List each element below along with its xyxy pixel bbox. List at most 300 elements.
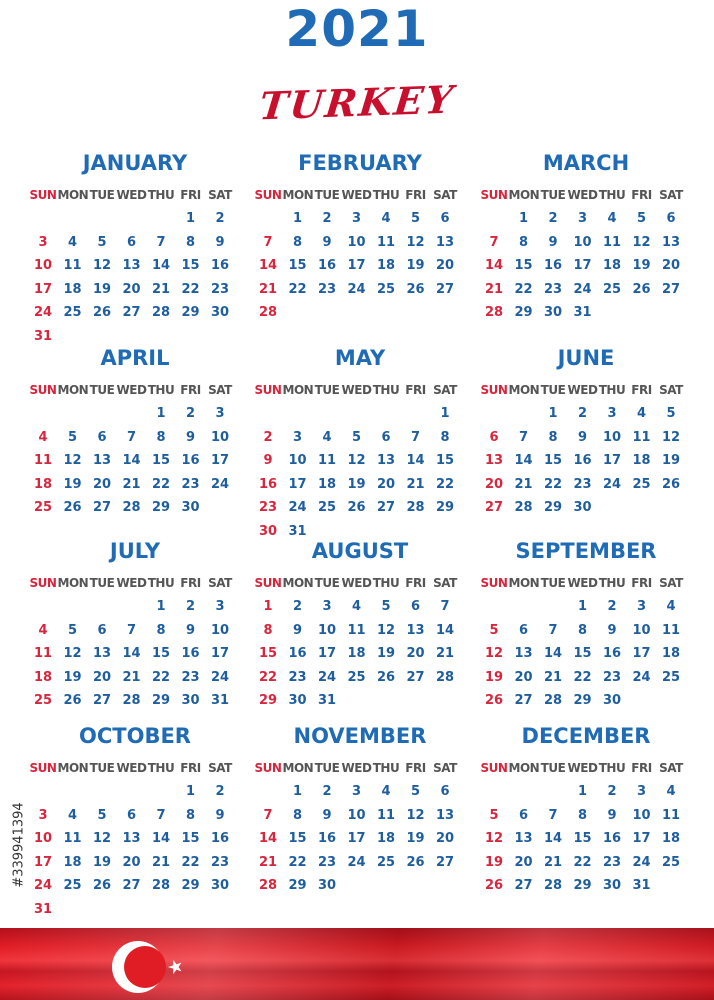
day-cell: 13 <box>514 646 533 661</box>
day-cell: 26 <box>63 693 82 708</box>
day-cell: 3 <box>215 406 225 421</box>
weekday-header-mon: MON <box>57 761 89 775</box>
month-october <box>28 723 242 917</box>
day-cell: 9 <box>292 622 303 638</box>
day-cell: 7 <box>518 429 529 445</box>
weekday-header-tue: TUE <box>314 761 340 775</box>
day-cell: 13 <box>514 831 533 846</box>
day-cell: 12 <box>63 453 82 468</box>
month-september <box>479 538 693 728</box>
day-cell: 24 <box>347 854 366 870</box>
weekday-header-fri: FRI <box>631 383 652 397</box>
day-cell: 29 <box>573 878 592 893</box>
day-cell: 13 <box>92 646 112 661</box>
weekday-header-sat: SAT <box>208 383 232 397</box>
day-cell: 7 <box>410 429 421 445</box>
day-cell: 2 <box>577 406 588 421</box>
day-cell: 28 <box>543 878 563 893</box>
day-cell: 21 <box>151 854 171 870</box>
day-cell: 29 <box>181 305 200 320</box>
weekday-header-wed: WED <box>341 761 372 775</box>
day-cell: 10 <box>33 831 53 846</box>
day-cell: 23 <box>602 854 622 870</box>
day-cell: 28 <box>435 669 455 685</box>
day-cell: 3 <box>636 599 647 614</box>
day-cell: 4 <box>381 211 391 226</box>
weekday-header-mon: MON <box>508 188 540 202</box>
day-cell: 1 <box>156 599 166 614</box>
day-cell: 19 <box>376 646 396 661</box>
day-cell: 15 <box>514 258 533 273</box>
day-cell: 14 <box>258 258 278 273</box>
day-cell: 21 <box>484 281 504 297</box>
day-cell: 22 <box>573 854 592 870</box>
weekday-header-fri: FRI <box>180 383 201 397</box>
day-cell: 30 <box>602 878 622 893</box>
day-cell: 10 <box>210 622 230 638</box>
weekday-header-wed: WED <box>567 188 598 202</box>
weekday-header-tue: TUE <box>314 188 340 202</box>
day-cell: 30 <box>258 523 278 539</box>
weekday-header-sat: SAT <box>659 761 683 775</box>
day-cell: 27 <box>514 693 533 708</box>
day-cell: 21 <box>258 281 278 297</box>
day-cell: 11 <box>661 622 681 638</box>
month-name: JULY <box>109 539 161 563</box>
day-cell: 4 <box>666 599 676 614</box>
day-cell: 23 <box>288 669 307 685</box>
day-cell: 8 <box>292 234 303 250</box>
weekday-header-sat: SAT <box>208 576 232 590</box>
day-cell: 2 <box>185 599 196 614</box>
day-cell: 15 <box>258 646 278 661</box>
day-cell: 16 <box>288 646 307 661</box>
day-cell: 8 <box>548 429 558 445</box>
day-cell: 16 <box>602 831 622 846</box>
weekday-header-tue: TUE <box>540 576 566 590</box>
weekday-header-fri: FRI <box>180 761 201 775</box>
day-cell: 14 <box>435 622 455 638</box>
weekday-header-tue: TUE <box>540 761 566 775</box>
day-cell: 11 <box>347 622 366 638</box>
month-name: JUNE <box>557 346 615 370</box>
day-cell: 22 <box>181 281 200 297</box>
day-cell: 6 <box>489 429 499 445</box>
month-name: MARCH <box>542 151 630 175</box>
day-cell: 31 <box>33 328 53 344</box>
day-cell: 19 <box>406 831 425 846</box>
day-cell: 9 <box>263 453 273 468</box>
day-cell: 2 <box>215 784 225 799</box>
day-cell: 4 <box>38 622 48 638</box>
weekday-header-tue: TUE <box>314 383 340 397</box>
day-cell: 25 <box>33 500 53 515</box>
day-cell: 31 <box>210 693 230 708</box>
day-cell: 19 <box>63 669 82 685</box>
day-cell: 26 <box>632 281 651 297</box>
day-cell: 22 <box>543 476 563 492</box>
weekday-header-sun: SUN <box>29 383 57 397</box>
day-cell: 8 <box>577 622 588 638</box>
day-cell: 23 <box>210 854 230 870</box>
day-cell: 12 <box>92 831 112 846</box>
day-cell: 4 <box>351 599 362 614</box>
day-cell: 26 <box>484 693 504 708</box>
day-cell: 11 <box>63 258 82 273</box>
day-cell: 6 <box>410 599 421 614</box>
day-cell: 30 <box>543 305 563 320</box>
stock-id-label <box>8 760 30 930</box>
day-cell: 3 <box>215 599 225 614</box>
day-cell: 4 <box>636 406 647 421</box>
day-cell: 30 <box>210 878 230 893</box>
day-cell: 15 <box>151 646 171 661</box>
day-cell: 17 <box>288 476 307 492</box>
day-cell: 19 <box>92 281 112 297</box>
day-cell: 11 <box>376 807 396 823</box>
day-cell: 17 <box>210 453 230 468</box>
day-cell: 30 <box>288 693 307 708</box>
day-cell: 14 <box>514 453 533 468</box>
day-cell: 14 <box>543 646 563 661</box>
day-cell: 28 <box>151 878 171 893</box>
month-name: AUGUST <box>311 539 409 563</box>
day-cell: 16 <box>573 453 592 468</box>
day-cell: 23 <box>602 669 622 685</box>
day-cell: 9 <box>215 807 225 823</box>
weekday-header-sat: SAT <box>433 576 457 590</box>
day-cell: 14 <box>484 258 504 273</box>
day-cell: 11 <box>376 234 396 250</box>
day-cell: 14 <box>122 453 141 468</box>
day-cell: 13 <box>484 453 504 468</box>
day-cell: 14 <box>543 831 563 846</box>
day-cell: 3 <box>351 784 362 799</box>
day-cell: 8 <box>263 622 273 638</box>
weekday-header-wed: WED <box>116 761 147 775</box>
weekday-header-sat: SAT <box>659 383 683 397</box>
day-cell: 27 <box>435 281 455 297</box>
day-cell: 6 <box>440 211 450 226</box>
day-cell: 2 <box>185 406 196 421</box>
day-cell: 31 <box>573 305 592 320</box>
day-cell: 20 <box>122 854 141 870</box>
day-cell: 19 <box>632 258 651 273</box>
month-january <box>28 150 242 344</box>
day-cell: 10 <box>288 453 307 468</box>
day-cell: 17 <box>347 831 366 846</box>
day-cell: 24 <box>288 500 307 515</box>
weekday-header-sun: SUN <box>254 761 282 775</box>
day-cell: 5 <box>67 429 78 445</box>
day-cell: 2 <box>607 599 617 614</box>
weekday-header-tue: TUE <box>540 383 566 397</box>
day-cell: 2 <box>215 211 225 226</box>
day-cell: 9 <box>185 429 196 445</box>
day-cell: 15 <box>181 258 200 273</box>
day-cell: 10 <box>602 429 622 445</box>
weekday-header-fri: FRI <box>405 576 426 590</box>
stock-id-text: #339941394 <box>11 802 27 888</box>
day-cell: 23 <box>573 476 592 492</box>
weekday-header-wed: WED <box>341 383 372 397</box>
weekday-header-sun: SUN <box>29 188 57 202</box>
month-may <box>253 345 467 539</box>
day-cell: 27 <box>122 878 141 893</box>
day-cell: 6 <box>381 429 391 445</box>
day-cell: 21 <box>122 476 141 492</box>
day-cell: 11 <box>602 234 622 250</box>
day-cell: 28 <box>406 500 425 515</box>
month-november <box>253 723 467 913</box>
day-cell: 3 <box>292 429 303 445</box>
day-cell: 22 <box>151 669 171 685</box>
day-cell: 10 <box>317 622 337 638</box>
day-cell: 13 <box>92 453 112 468</box>
day-cell: 5 <box>67 622 78 638</box>
weekday-header-tue: TUE <box>314 576 340 590</box>
weekday-header-mon: MON <box>282 576 314 590</box>
weekday-header-wed: WED <box>341 576 372 590</box>
day-cell: 15 <box>435 453 455 468</box>
weekday-header-fri: FRI <box>405 188 426 202</box>
day-cell: 16 <box>543 258 563 273</box>
day-cell: 29 <box>573 693 592 708</box>
day-cell: 12 <box>92 258 112 273</box>
month-name: APRIL <box>100 346 170 370</box>
day-cell: 21 <box>543 669 563 685</box>
day-cell: 19 <box>484 669 504 685</box>
crescent-star-icon <box>108 934 198 998</box>
day-cell: 16 <box>181 646 200 661</box>
day-cell: 17 <box>33 281 53 297</box>
weekday-header-fri: FRI <box>631 576 652 590</box>
day-cell: 23 <box>258 500 278 515</box>
day-cell: 19 <box>92 854 112 870</box>
weekday-header-sun: SUN <box>480 188 508 202</box>
day-cell: 4 <box>38 429 48 445</box>
weekday-header-sat: SAT <box>659 576 683 590</box>
weekday-header-thu: THU <box>372 576 400 590</box>
weekday-header-wed: WED <box>116 383 147 397</box>
day-cell: 17 <box>632 646 651 661</box>
day-cell: 1 <box>548 406 558 421</box>
day-cell: 13 <box>376 453 396 468</box>
day-cell: 26 <box>347 500 366 515</box>
day-cell: 10 <box>33 258 53 273</box>
day-cell: 20 <box>435 831 455 846</box>
day-cell: 10 <box>347 234 366 250</box>
day-cell: 28 <box>258 878 278 893</box>
day-cell: 17 <box>317 646 337 661</box>
day-cell: 5 <box>351 429 362 445</box>
day-cell: 5 <box>410 784 421 799</box>
weekday-header-sun: SUN <box>29 576 57 590</box>
day-cell: 27 <box>92 693 112 708</box>
day-cell: 11 <box>661 807 681 823</box>
day-cell: 20 <box>122 281 141 297</box>
day-cell: 21 <box>151 281 171 297</box>
day-cell: 21 <box>258 854 278 870</box>
weekday-header-thu: THU <box>598 576 626 590</box>
month-june <box>479 345 693 535</box>
day-cell: 22 <box>151 476 171 492</box>
day-cell: 11 <box>632 429 651 445</box>
day-cell: 22 <box>435 476 455 492</box>
weekday-header-mon: MON <box>57 188 89 202</box>
turkish-flag-banner <box>0 928 714 1000</box>
day-cell: 30 <box>573 500 592 515</box>
day-cell: 9 <box>577 429 588 445</box>
day-cell: 20 <box>92 476 112 492</box>
day-cell: 29 <box>435 500 455 515</box>
weekday-header-tue: TUE <box>89 188 115 202</box>
day-cell: 6 <box>518 622 529 638</box>
weekday-header-sun: SUN <box>254 576 282 590</box>
day-cell: 14 <box>151 258 171 273</box>
day-cell: 24 <box>210 476 230 492</box>
day-cell: 13 <box>435 234 455 250</box>
day-cell: 29 <box>258 693 278 708</box>
day-cell: 4 <box>67 234 78 250</box>
weekday-header-thu: THU <box>147 188 175 202</box>
day-cell: 6 <box>666 211 676 226</box>
day-cell: 25 <box>661 669 681 685</box>
day-cell: 29 <box>151 693 171 708</box>
day-cell: 29 <box>543 500 563 515</box>
day-cell: 14 <box>151 831 171 846</box>
day-cell: 7 <box>489 234 499 250</box>
day-cell: 18 <box>33 669 53 685</box>
day-cell: 18 <box>602 258 622 273</box>
day-cell: 18 <box>661 831 681 846</box>
day-cell: 29 <box>151 500 171 515</box>
day-cell: 23 <box>543 281 563 297</box>
day-cell: 24 <box>347 281 366 297</box>
day-cell: 3 <box>577 211 588 226</box>
day-cell: 24 <box>210 669 230 685</box>
day-cell: 24 <box>632 854 651 870</box>
day-cell: 27 <box>514 878 533 893</box>
day-cell: 14 <box>406 453 425 468</box>
day-cell: 18 <box>376 258 396 273</box>
day-cell: 27 <box>376 500 396 515</box>
day-cell: 7 <box>440 599 450 614</box>
day-cell: 8 <box>440 429 450 445</box>
day-cell: 15 <box>288 831 307 846</box>
day-cell: 5 <box>381 599 391 614</box>
day-cell: 1 <box>185 784 196 799</box>
day-cell: 15 <box>573 646 592 661</box>
day-cell: 6 <box>126 234 137 250</box>
weekday-header-tue: TUE <box>540 188 566 202</box>
day-cell: 28 <box>122 500 141 515</box>
day-cell: 18 <box>376 831 396 846</box>
day-cell: 1 <box>440 406 450 421</box>
day-cell: 23 <box>181 669 200 685</box>
weekday-header-thu: THU <box>372 188 400 202</box>
day-cell: 18 <box>661 646 681 661</box>
day-cell: 19 <box>484 854 504 870</box>
day-cell: 22 <box>288 281 307 297</box>
day-cell: 20 <box>484 476 504 492</box>
day-cell: 1 <box>185 211 196 226</box>
day-cell: 7 <box>156 807 166 823</box>
weekday-header-mon: MON <box>57 576 89 590</box>
weekday-header-sun: SUN <box>254 188 282 202</box>
weekday-header-fri: FRI <box>631 188 652 202</box>
month-august <box>253 538 467 728</box>
day-cell: 5 <box>666 406 676 421</box>
day-cell: 26 <box>406 281 425 297</box>
day-cell: 11 <box>33 453 53 468</box>
day-cell: 1 <box>518 211 529 226</box>
day-cell: 1 <box>577 599 588 614</box>
weekday-header-tue: TUE <box>89 761 115 775</box>
day-cell: 18 <box>632 453 651 468</box>
month-july <box>28 538 242 728</box>
day-cell: 12 <box>376 622 396 638</box>
day-cell: 20 <box>376 476 396 492</box>
weekday-header-mon: MON <box>508 383 540 397</box>
day-cell: 28 <box>122 693 141 708</box>
day-cell: 19 <box>406 258 425 273</box>
day-cell: 11 <box>33 646 53 661</box>
day-cell: 25 <box>317 500 337 515</box>
day-cell: 25 <box>661 854 681 870</box>
day-cell: 11 <box>317 453 337 468</box>
weekday-header-fri: FRI <box>405 761 426 775</box>
day-cell: 8 <box>185 807 196 823</box>
weekday-header-wed: WED <box>567 383 598 397</box>
month-name: FEBRUARY <box>298 151 422 175</box>
day-cell: 22 <box>514 281 533 297</box>
day-cell: 22 <box>181 854 200 870</box>
day-cell: 26 <box>92 878 112 893</box>
day-cell: 15 <box>543 453 563 468</box>
weekday-header-fri: FRI <box>405 383 426 397</box>
day-cell: 2 <box>322 784 332 799</box>
day-cell: 20 <box>661 258 681 273</box>
day-cell: 5 <box>97 807 107 823</box>
day-cell: 24 <box>33 305 53 320</box>
day-cell: 26 <box>63 500 82 515</box>
calendar-year: 2021 <box>285 0 429 58</box>
day-cell: 16 <box>210 258 230 273</box>
day-cell: 2 <box>548 211 558 226</box>
day-cell: 7 <box>263 234 273 250</box>
day-cell: 30 <box>602 693 622 708</box>
day-cell: 28 <box>258 305 278 320</box>
weekday-header-mon: MON <box>508 576 540 590</box>
day-cell: 13 <box>661 234 681 250</box>
day-cell: 11 <box>63 831 82 846</box>
day-cell: 1 <box>292 211 303 226</box>
day-cell: 2 <box>607 784 617 799</box>
day-cell: 26 <box>484 878 504 893</box>
weekday-header-mon: MON <box>282 761 314 775</box>
day-cell: 8 <box>292 807 303 823</box>
day-cell: 21 <box>514 476 533 492</box>
day-cell: 25 <box>33 693 53 708</box>
month-name: SEPTEMBER <box>515 539 657 563</box>
weekday-header-fri: FRI <box>631 761 652 775</box>
day-cell: 17 <box>632 831 651 846</box>
month-name: DECEMBER <box>521 724 651 748</box>
day-cell: 6 <box>518 807 529 823</box>
month-february <box>253 150 467 340</box>
day-cell: 12 <box>63 646 82 661</box>
